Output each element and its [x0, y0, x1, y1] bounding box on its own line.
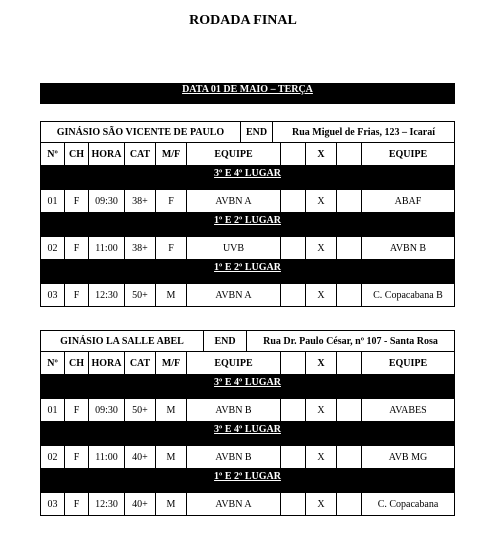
match-hora: 09:30 [88, 190, 124, 212]
header-spacer [280, 143, 305, 165]
venue-name: GINÁSIO SÃO VICENTE DE PAULO [40, 122, 240, 142]
phase-bar [40, 422, 455, 445]
header-hora: HORA [88, 352, 124, 374]
match-hora: 09:30 [88, 399, 124, 421]
match-x: X [305, 284, 336, 306]
match-team2: AVABES [361, 399, 455, 421]
header-ch: CH [64, 352, 88, 374]
match-team2: ABAF [361, 190, 455, 212]
match-ch: F [64, 284, 88, 306]
phase-label: 1º E 2º LUGAR [214, 471, 281, 482]
phase-bar [40, 166, 455, 189]
match-mf: M [155, 446, 186, 468]
venue-address: Rua Miguel de Frias, 123 – Icaraí [272, 122, 455, 142]
match-cat: 40+ [124, 493, 155, 515]
match-hora: 12:30 [88, 493, 124, 515]
phase-bar [40, 260, 455, 283]
match-x: X [305, 446, 336, 468]
match-ch: F [64, 493, 88, 515]
header-cat: CAT [124, 143, 155, 165]
phase-label: 1º E 2º LUGAR [214, 215, 281, 226]
venue-row [40, 330, 455, 351]
phase-bar [40, 213, 455, 236]
match-mf: M [155, 493, 186, 515]
page-title: RODADA FINAL [189, 13, 297, 28]
end-label: END [240, 122, 272, 142]
match-ch: F [64, 190, 88, 212]
venue-block-2 [40, 330, 455, 516]
match-team1: AVBN B [186, 399, 280, 421]
match-num: 02 [40, 237, 64, 259]
match-spacer [336, 493, 361, 515]
match-x: X [305, 190, 336, 212]
match-num: 01 [40, 399, 64, 421]
match-mf: F [155, 237, 186, 259]
match-cat: 38+ [124, 190, 155, 212]
phase-label: 3º E 4º LUGAR [214, 377, 281, 388]
match-spacer [280, 284, 305, 306]
header-team1: EQUIPE [186, 143, 280, 165]
header-row [40, 351, 455, 375]
match-ch: F [64, 446, 88, 468]
match-ch: F [64, 237, 88, 259]
match-team2: C. Copacabana [361, 493, 455, 515]
header-row [40, 142, 455, 166]
header-spacer [280, 352, 305, 374]
match-mf: F [155, 190, 186, 212]
header-spacer [336, 143, 361, 165]
venue-name: GINÁSIO LA SALLE ABEL [40, 331, 203, 351]
match-num: 02 [40, 446, 64, 468]
header-team1: EQUIPE [186, 352, 280, 374]
header-spacer [336, 352, 361, 374]
match-team1: AVBN B [186, 446, 280, 468]
header-x: X [305, 143, 336, 165]
match-num: 01 [40, 190, 64, 212]
header-cat: CAT [124, 352, 155, 374]
match-spacer [280, 190, 305, 212]
match-cat: 40+ [124, 446, 155, 468]
venue-row [40, 121, 455, 142]
match-spacer [280, 399, 305, 421]
match-row [40, 445, 455, 469]
header-ch: CH [64, 143, 88, 165]
venue-block-1 [40, 121, 455, 307]
header-mf: M/F [155, 352, 186, 374]
match-row [40, 398, 455, 422]
match-row [40, 492, 455, 516]
match-spacer [336, 237, 361, 259]
match-x: X [305, 237, 336, 259]
match-team2: AVBN B [361, 237, 455, 259]
header-x: X [305, 352, 336, 374]
match-team2: C. Copacabana B [361, 284, 455, 306]
match-team1: AVBN A [186, 493, 280, 515]
date-bar: DATA 01 DE MAIO – TERÇA [40, 83, 455, 104]
match-hora: 12:30 [88, 284, 124, 306]
match-cat: 50+ [124, 399, 155, 421]
match-spacer [336, 446, 361, 468]
phase-bar [40, 469, 455, 492]
match-spacer [336, 284, 361, 306]
header-team2: EQUIPE [361, 143, 455, 165]
match-num: 03 [40, 284, 64, 306]
match-x: X [305, 399, 336, 421]
match-cat: 38+ [124, 237, 155, 259]
phase-label: 3º E 4º LUGAR [214, 424, 281, 435]
match-row [40, 283, 455, 307]
match-team2: AVB MG [361, 446, 455, 468]
match-team1: UVB [186, 237, 280, 259]
match-team1: AVBN A [186, 190, 280, 212]
phase-bar [40, 375, 455, 398]
match-row [40, 236, 455, 260]
match-cat: 50+ [124, 284, 155, 306]
match-spacer [336, 190, 361, 212]
match-x: X [305, 493, 336, 515]
match-spacer [336, 399, 361, 421]
match-hora: 11:00 [88, 237, 124, 259]
header-hora: HORA [88, 143, 124, 165]
match-team1: AVBN A [186, 284, 280, 306]
match-spacer [280, 446, 305, 468]
header-mf: M/F [155, 143, 186, 165]
header-num: Nº [40, 143, 64, 165]
match-hora: 11:00 [88, 446, 124, 468]
match-mf: M [155, 284, 186, 306]
match-spacer [280, 493, 305, 515]
match-ch: F [64, 399, 88, 421]
venue-address: Rua Dr. Paulo César, nº 107 - Santa Rosa [246, 331, 455, 351]
match-mf: M [155, 399, 186, 421]
match-num: 03 [40, 493, 64, 515]
header-num: Nº [40, 352, 64, 374]
phase-label: 1º E 2º LUGAR [214, 262, 281, 273]
match-spacer [280, 237, 305, 259]
header-team2: EQUIPE [361, 352, 455, 374]
phase-label: 3º E 4º LUGAR [214, 168, 281, 179]
end-label: END [203, 331, 246, 351]
match-row [40, 189, 455, 213]
